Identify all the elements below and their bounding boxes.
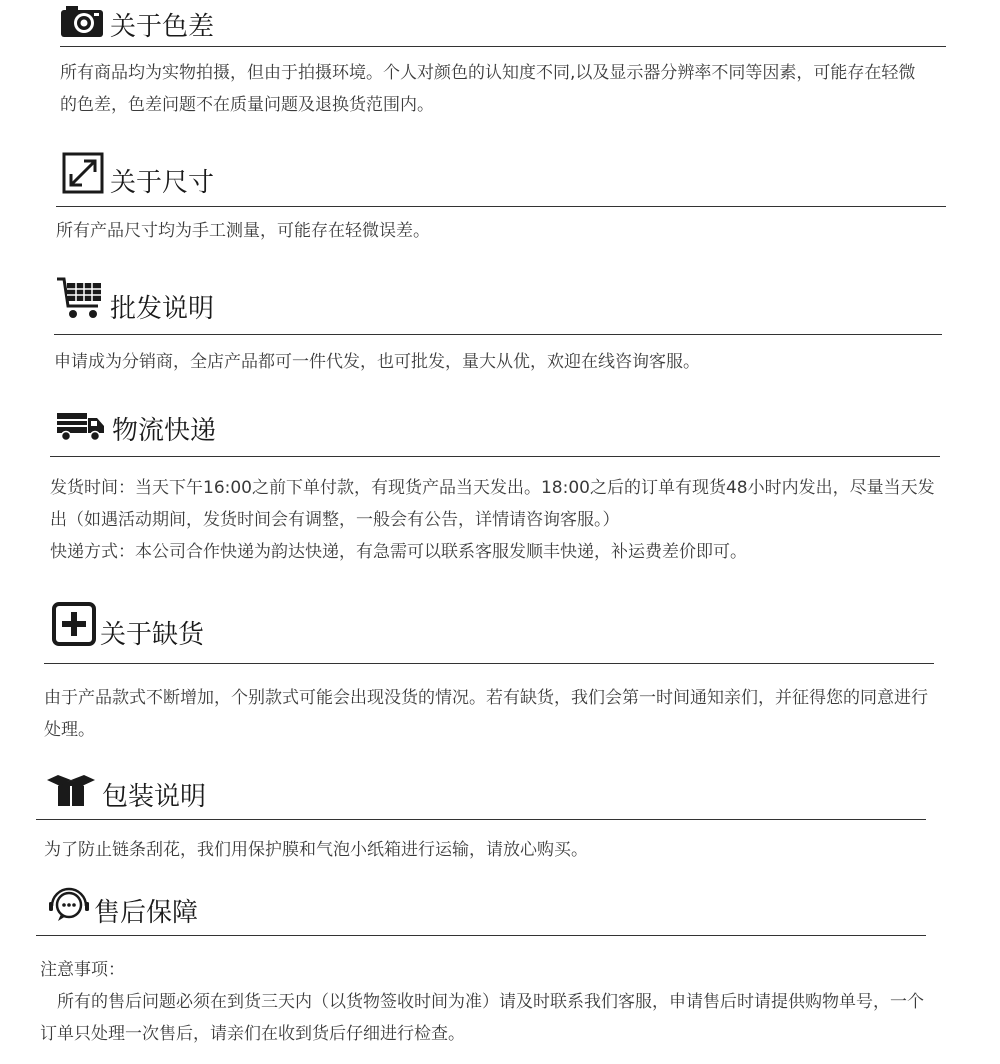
section-title: 关于缺货	[100, 620, 205, 650]
open-box-icon	[46, 772, 96, 812]
section-header-aftersale	[46, 884, 198, 928]
section-header-wholesale	[56, 276, 214, 324]
paragraph: 所有商品均为实物拍摄，但由于拍摄环境。个人对颜色的认知度不同,以及显示器分辨率不同等因素，可能存在轻微的色差，色差问题不在质量问题及退换货范围内。	[60, 63, 916, 115]
section-title: 包装说明	[102, 782, 207, 812]
section-divider	[54, 334, 942, 335]
section-title: 售后保障	[94, 898, 199, 928]
paragraph: 快递方式：本公司合作快递为韵达快递，有急需可以联系客服发顺丰快递，补运费差价即可。	[50, 542, 747, 562]
section-title: 关于尺寸	[110, 168, 215, 198]
section-body	[60, 57, 930, 121]
section-body	[54, 346, 934, 378]
section-body	[50, 472, 940, 568]
section-header-logistics	[56, 410, 216, 446]
section-header-color	[60, 4, 214, 42]
section-divider	[36, 819, 926, 820]
paragraph: 所有的售后问题必须在到货三天内（以货物签收时间为准）请及时联系我们客服，申请售后时请提供购物单号，一个订单只处理一次售后，请亲们在收到货后仔细进行检查。	[40, 992, 924, 1044]
paragraph: 注意事项：	[40, 960, 125, 980]
section-body	[40, 954, 940, 1050]
paragraph: 为了防止链条刮花，我们用保护膜和气泡小纸箱进行运输，请放心购买。	[44, 840, 588, 860]
section-divider	[60, 46, 946, 47]
paragraph: 所有产品尺寸均为手工测量，可能存在轻微误差。	[56, 221, 430, 241]
section-body	[56, 215, 936, 247]
section-body	[44, 682, 940, 746]
camera-icon	[60, 4, 104, 42]
section-body	[44, 834, 924, 866]
chat-headset-icon	[46, 884, 92, 928]
paragraph: 申请成为分销商，全店产品都可一件代发，也可批发，量大从优，欢迎在线咨询客服。	[54, 352, 700, 372]
section-title: 关于色差	[110, 12, 215, 42]
delivery-truck-icon	[56, 410, 106, 446]
resize-arrow-icon	[62, 152, 104, 198]
section-divider	[44, 663, 934, 664]
section-divider	[36, 935, 926, 936]
plus-box-icon	[52, 602, 96, 650]
section-header-package	[46, 772, 206, 812]
section-title: 批发说明	[110, 294, 215, 324]
section-header-stock	[52, 602, 204, 650]
section-title: 物流快递	[112, 416, 217, 446]
shopping-cart-icon	[56, 276, 104, 324]
section-header-size	[62, 152, 214, 198]
section-divider	[50, 456, 940, 457]
section-divider	[56, 206, 946, 207]
paragraph: 发货时间：当天下午16:00之前下单付款，有现货产品当天发出。18:00之后的订单有现货48小时内发出，尽量当天发出（如遇活动期间，发货时间会有调整，一般会有公告，详情请咨询客服。）	[50, 478, 935, 530]
paragraph: 由于产品款式不断增加，个别款式可能会出现没货的情况。若有缺货，我们会第一时间通知亲们，并征得您的同意进行处理。	[44, 688, 928, 740]
